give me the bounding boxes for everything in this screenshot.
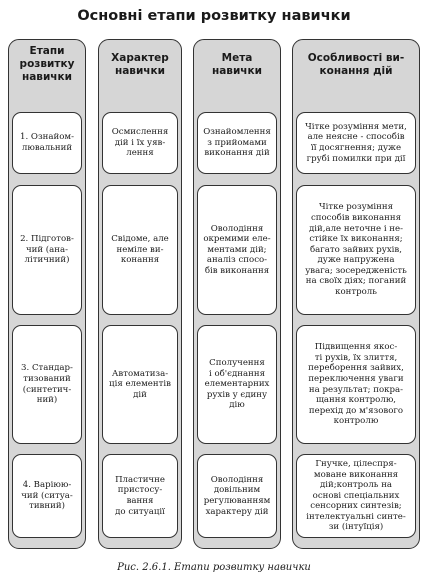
cell-goal-4: Оволодіння довільним регулюванням характеру дій [197, 454, 277, 538]
header-features: Особливості ви- конання дій [307, 52, 405, 77]
cell-features-2: Чітке розуміння способів виконання дій,але неточне і не- стійке їх виконання; багато зайвих рухів, дуже напружена увага; зосередженість на своїх діях; поганий контроль [296, 185, 416, 315]
figure-caption: Рис. 2.6.1. Етапи розвитку навички [117, 562, 311, 573]
cell-goal-3: Сполучення і об'єднання елементарних рухів у єдину дію [197, 325, 277, 444]
diagram-title: Основні етапи розвитку навички [77, 8, 351, 24]
cell-goal-1: Ознайомлення з прийомами виконання дій [197, 112, 277, 174]
cell-character-1: Осмислення дій і їх уяв- лення [102, 112, 178, 174]
header-stages: Етапи розвитку навички [19, 45, 75, 83]
cell-character-4: Пластичне пристосу- вання до ситуації [102, 454, 178, 538]
cell-stage-3: 3. Стандар- тизований (синтетич- ний) [12, 325, 82, 444]
column-stages [8, 39, 86, 549]
column-character [98, 39, 182, 549]
cell-goal-2: Оволодіння окремими еле- ментами дій; аналіз спосо- бів виконання [197, 185, 277, 315]
header-character: Характер навички [111, 52, 169, 77]
cell-features-3: Підвищення якос- ті рухів, їх злиття, переборення зайвих, переключення уваги на результат; покра- щання контролю, перехід до м'язового контролю [296, 325, 416, 444]
cell-character-3: Автоматиза- ція елементів дій [102, 325, 178, 444]
cell-stage-4: 4. Варіюю- чий (ситуа- тивний) [12, 454, 82, 538]
cell-features-4: Гнучке, цілеспря- моване виконання дій;контроль на основі спеціальних сенсорних синтезів; інтелектуальні синте- зи (інтуїція) [296, 454, 416, 538]
cell-stage-1: 1. Ознайом- лювальний [12, 112, 82, 174]
cell-character-2: Свідоме, але неміле ви- конання [102, 185, 178, 315]
header-goal: Мета навички [211, 52, 263, 77]
column-features [292, 39, 420, 549]
column-goal [193, 39, 281, 549]
cell-stage-2: 2. Підготов- чий (ана- літичний) [12, 185, 82, 315]
cell-features-1: Чітке розуміння мети, але неясне - способів її досягнення; дуже грубі помилки при дії [296, 112, 416, 174]
